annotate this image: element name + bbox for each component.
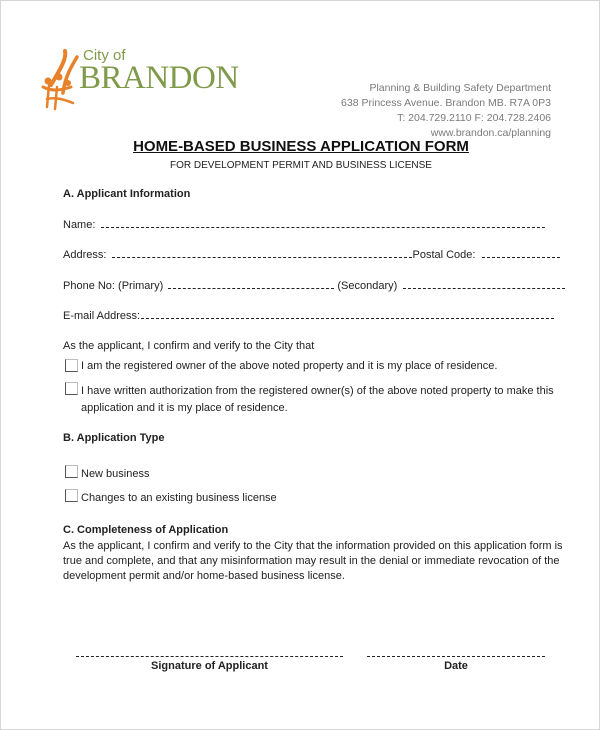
new-business-label: New business [81,468,150,480]
owner-residence-checkbox[interactable] [65,359,78,372]
name-row [63,218,545,231]
signature-label: Signature of Applicant [151,660,268,672]
section-c-heading: C. Completeness of Application [63,524,229,536]
department-name: Planning & Building Safety Department [369,82,551,94]
name-label: Name: [63,219,96,231]
authorization-checkbox[interactable] [65,382,78,395]
department-address: 638 Princess Avenue. Brandon MB. R7A 0P3 [341,97,551,109]
phone-secondary-field[interactable] [403,279,565,289]
email-label: E-mail Address: [63,310,141,322]
city-logo [37,47,237,111]
owner-residence-label: I am the registered owner of the above noted property and it is my place of residence. [81,360,498,372]
logo-brandon: BRANDON [79,60,239,96]
postal-code-label: Postal Code: [412,249,476,261]
completeness-line-1: As the applicant, I confirm and verify to the City that the information provided on this application form is [63,540,563,552]
address-field[interactable] [112,248,412,258]
authorization-label-cont: application and it is my place of residence. [81,402,288,414]
completeness-line-3: development permit and/or home-based business license. [63,570,345,582]
department-contact [341,81,551,141]
signature-field[interactable] [76,655,343,657]
confirm-intro: As the applicant, I confirm and verify to the City that [63,340,315,352]
form-title: HOME-BASED BUSINESS APPLICATION FORM [133,138,469,155]
department-phone: T: 204.729.2110 F: 204.728.2406 [397,112,551,124]
changes-license-label: Changes to an existing business license [81,492,277,504]
phone-secondary-label: (Secondary) [337,280,398,292]
date-label: Date [444,660,468,672]
department-website: www.brandon.ca/planning [430,127,551,139]
address-label: Address: [63,249,107,261]
phone-row [63,279,565,292]
new-business-checkbox[interactable] [65,465,78,478]
logo-city-of: City of [83,47,126,64]
authorization-label: I have written authorization from the registered owner(s) of the above noted property to make this [81,385,554,397]
changes-license-checkbox[interactable] [65,489,78,502]
completeness-line-2: true and complete, and that any misinformation may result in the denial or immediate revocation of the [63,555,560,567]
email-row [63,309,554,322]
phone-primary-label: Phone No: (Primary) [63,280,164,292]
date-field[interactable] [367,655,545,657]
email-field[interactable] [141,309,554,319]
section-a-heading: A. Applicant Information [63,188,191,200]
figures-logo-icon [37,47,83,111]
phone-primary-field[interactable] [168,279,334,289]
postal-code-field[interactable] [482,248,560,258]
section-b-heading: B. Application Type [63,432,165,444]
form-subtitle: FOR DEVELOPMENT PERMIT AND BUSINESS LICENSE [170,160,432,171]
name-field[interactable] [101,218,545,228]
address-row [63,248,560,261]
